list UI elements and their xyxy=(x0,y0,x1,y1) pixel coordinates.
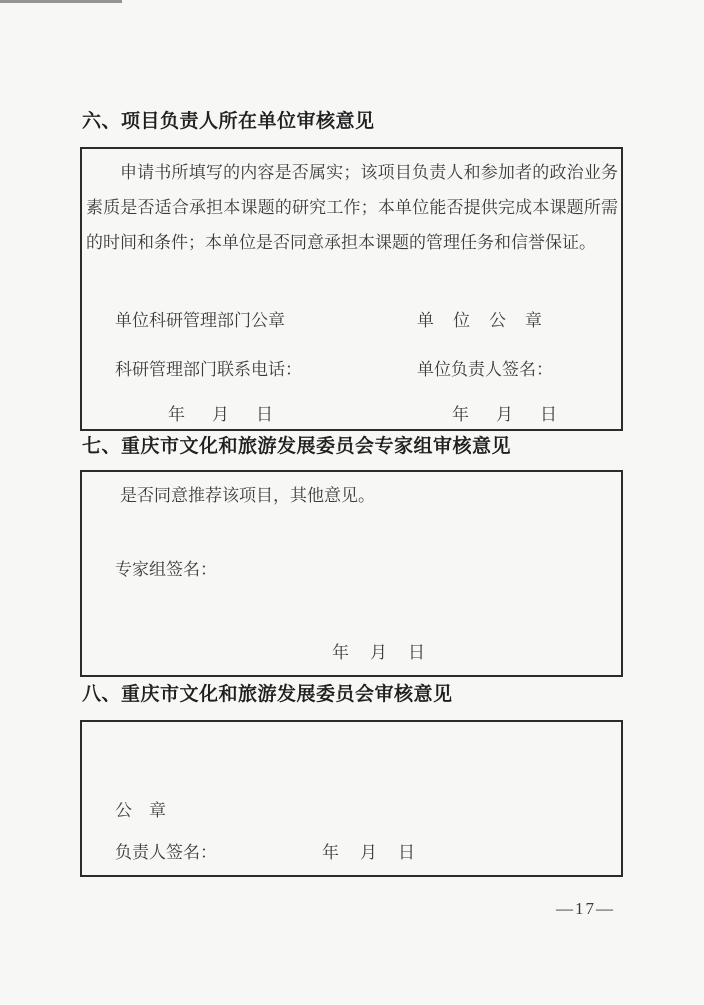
page-number: —17— xyxy=(556,899,615,918)
date-line: 年 月 日 xyxy=(322,843,417,862)
unit-review-instructions: 申请书所填写的内容是否属实；该项目负责人和参加者的政治业务素质是否适合承担本课题的研究工作；本单位能否提供完成本课题所需的时间和条件；本单位是否同意承担本课题的管理任务和信誉保证。 xyxy=(86,163,618,252)
section-7-heading: 七、重庆市文化和旅游发展委员会专家组审核意见 xyxy=(82,436,512,457)
section-6-heading: 六、项目负责人所在单位审核意见 xyxy=(82,111,375,132)
date-line-left: 年 月 日 xyxy=(168,405,278,424)
section-6-box xyxy=(80,147,623,431)
expert-sign-label: 专家组签名： xyxy=(115,560,217,579)
section-7-box xyxy=(80,470,623,677)
section-8-box xyxy=(80,720,623,877)
official-stamp-label: 公 章 xyxy=(115,801,166,820)
unit-head-sign-label: 单位负责人签名： xyxy=(417,360,553,379)
date-line: 年 月 日 xyxy=(332,643,427,662)
scan-edge-artifact xyxy=(0,0,122,3)
dept-phone-label: 科研管理部门联系电话： xyxy=(115,360,302,379)
date-line-right: 年 月 日 xyxy=(452,405,562,424)
expert-review-instructions: 是否同意推荐该项目，其他意见。 xyxy=(120,486,375,505)
head-sign-label: 负责人签名： xyxy=(115,843,217,862)
unit-stamp-label: 单 位 公 章 xyxy=(417,311,543,330)
section-8-heading: 八、重庆市文化和旅游发展委员会审核意见 xyxy=(82,684,453,705)
dept-stamp-label: 单位科研管理部门公章 xyxy=(115,311,285,330)
